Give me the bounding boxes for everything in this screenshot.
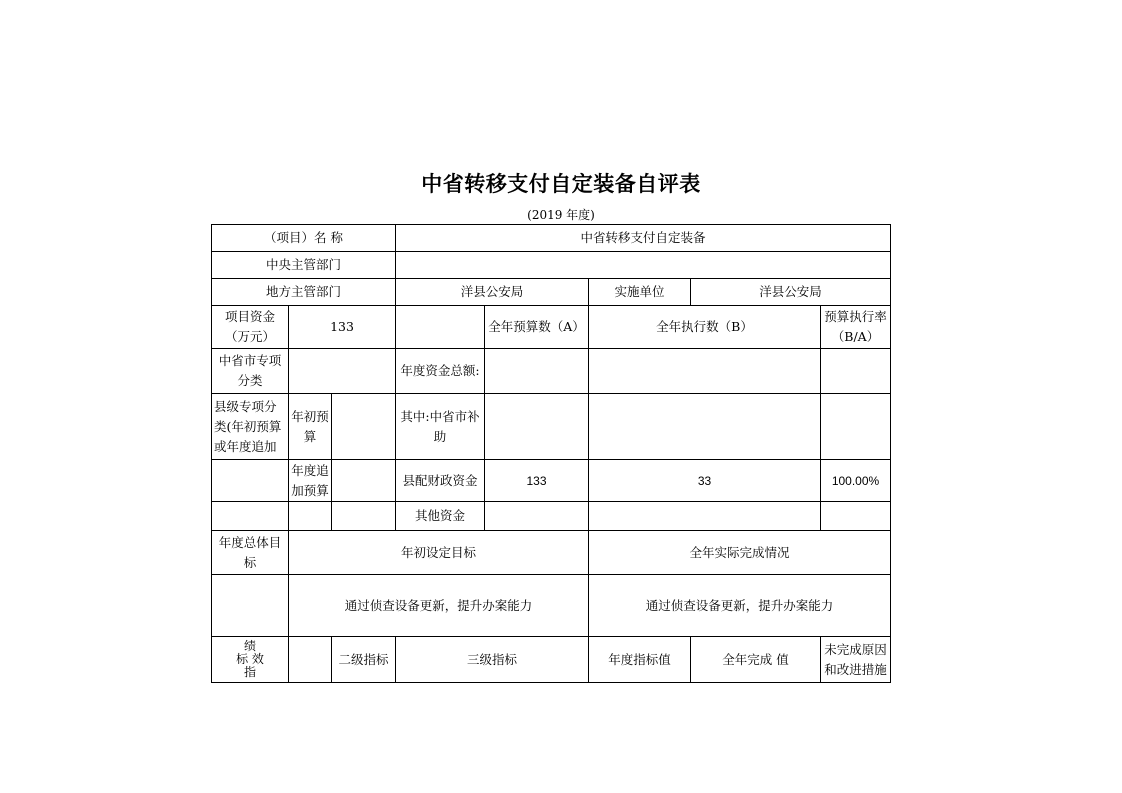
of-which-budget [484,393,589,460]
overall-goal-label: 年度总体目 标 [211,530,289,575]
funds-blank-cell [395,305,485,349]
funds-value: 133 [288,305,396,349]
local-dept-value: 洋县公安局 [395,278,589,306]
annual-budget-label: 全年预算数（A） [484,305,589,349]
added-budget-label: 年度追 加预算 [288,459,332,502]
initial-budget-blank [331,393,396,460]
other-funds-label: 其他资金 [395,501,485,531]
other-row-blank-1 [211,501,289,531]
annual-done-label: 全年完成 值 [690,636,821,683]
special-class-label: 中省市专项 分类 [211,348,289,394]
project-name-label: （项目）名 称 [211,224,396,252]
actual-completion-value: 通过侦查设备更新，提升办案能力 [588,574,891,637]
of-which-rate [820,393,891,460]
initial-goal-value: 通过侦查设备更新，提升办案能力 [288,574,589,637]
annual-total-label: 年度资金总额: [395,348,485,394]
annual-total-budget [484,348,589,394]
special-class-blank [288,348,396,394]
exec-rate-label: 预算执行率 （B/A） [820,305,891,349]
project-name-value: 中省转移支付自定装备 [395,224,891,252]
reason-label: 未完成原因 和改进措施 [820,636,891,683]
funds-label: 项目资金 （万元） [211,305,289,349]
goal-blank-cell [211,574,289,637]
level3-label: 三级指标 [395,636,589,683]
indicator-label: 绩 标 效 指 [211,636,289,683]
impl-unit-label: 实施单位 [588,278,691,306]
page-title: 中省转移支付自定装备自评表 [421,171,701,196]
central-dept-label: 中央主管部门 [211,251,396,279]
of-which-label: 其中:中省市补 助 [395,393,485,460]
local-dept-label: 地方主管部门 [211,278,396,306]
central-dept-value [395,251,891,279]
other-row-blank-3 [331,501,396,531]
other-funds-rate [820,501,891,531]
level2-label: 二级指标 [331,636,396,683]
county-fiscal-exec: 33 [588,459,821,502]
annual-total-exec [588,348,821,394]
county-fiscal-label: 县配财政资金 [395,459,485,502]
level1-blank [288,636,332,683]
annual-exec-label: 全年执行数（B） [588,305,821,349]
initial-goal-label: 年初设定目标 [288,530,589,575]
of-which-exec [588,393,821,460]
actual-completion-label: 全年实际完成情况 [588,530,891,575]
county-fiscal-budget: 133 [484,459,589,502]
added-budget-blank [331,459,396,502]
page-subtitle: (2019 年度) [527,208,595,222]
initial-budget-label: 年初预 算 [288,393,332,460]
county-class-blank [211,459,289,502]
annual-target-label: 年度指标值 [588,636,691,683]
annual-total-rate [820,348,891,394]
impl-unit-value: 洋县公安局 [690,278,891,306]
other-funds-exec [588,501,821,531]
other-funds-budget [484,501,589,531]
county-fiscal-rate: 100.00% [820,459,891,502]
county-class-label: 县级专项分 类(年初预算 或年度追加 [211,393,289,460]
other-row-blank-2 [288,501,332,531]
